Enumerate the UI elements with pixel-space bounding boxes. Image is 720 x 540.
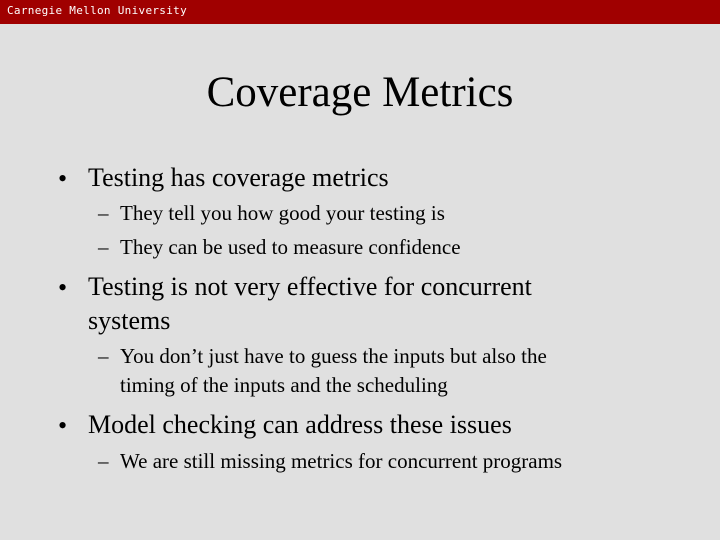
bullet-2-sub-1-line-2: timing of the inputs and the scheduling [120,373,448,397]
bullet-1-sub-2-line-1: They can be used to measure confidence [120,235,461,259]
bullet-3-sub-1-text [120,447,562,476]
bullet-3-line-1: Model checking can address these issues [88,410,512,439]
bullet-2-sub-1-text [120,342,547,400]
bullet-3-text [88,408,512,442]
bullet-1-text [88,161,389,195]
bullet-2-line-1: Testing is not very effective for concurrent [88,272,532,301]
banner-label: Carnegie Mellon University [7,4,187,17]
bullet-1-sub-1-text [120,199,445,228]
sub-bullet-marker: – [98,201,109,225]
bullet-1-sub-2-text [120,233,461,262]
bullet-1-line-1: Testing has coverage metrics [88,163,389,192]
bullet-2-sub-1-line-1: You don’t just have to guess the inputs but also the [120,344,547,368]
bullet-1-sub-1-line-1: They tell you how good your testing is [120,201,445,225]
bullet-marker: • [58,273,68,302]
sub-bullet-marker: – [98,235,109,259]
sub-bullet-marker: – [98,344,109,368]
bullet-marker: • [58,411,68,440]
bullet-2-line-2: systems [88,306,171,335]
bullet-3-sub-1-line-1: We are still missing metrics for concurrent programs [120,449,563,473]
bullet-2-text [88,270,532,338]
bullet-marker: • [58,164,68,193]
sub-bullet-marker: – [98,449,109,473]
slide-title: Coverage Metrics [206,69,514,116]
